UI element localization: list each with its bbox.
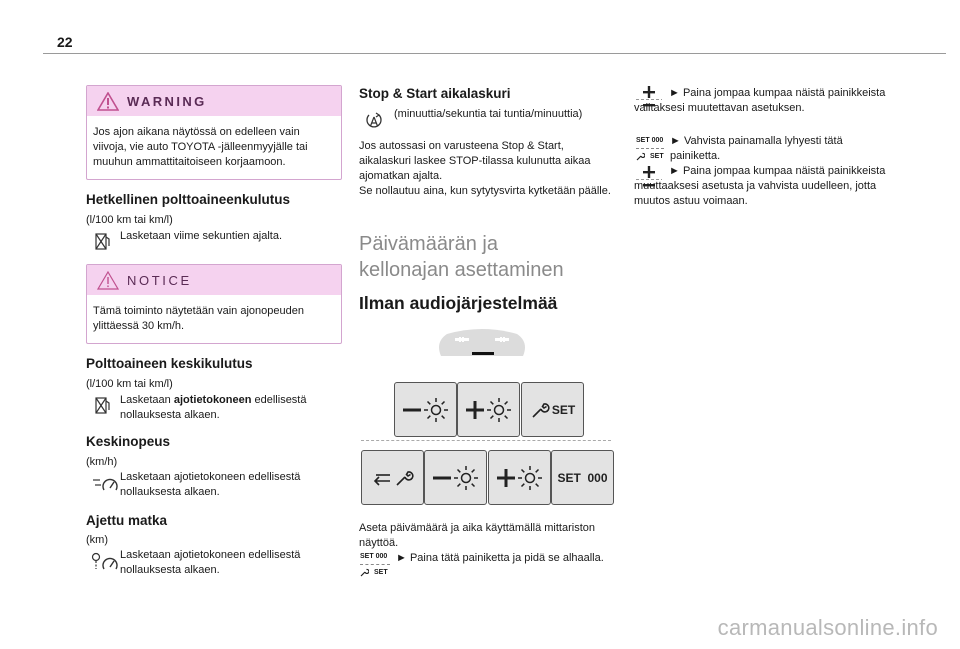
warning-text: Jos ajon aikana näytössä on edelleen vain viivoja, vie auto TOYOTA -jälleenmyyjälle tai muuhun ammattitaitoiseen korjaamoon. [93,126,308,168]
set-000-small-icon [636,137,666,165]
warning-title: WARNING [127,93,207,109]
trip-distance-icon [90,551,118,573]
avg-fuel-heading: Polttoaineen keskikulutus [86,356,253,371]
small-000-text: 000 [651,137,664,144]
warning-header [87,86,341,116]
brightness-icon [423,397,449,423]
avg-speed-unit: (km/h) [86,456,118,468]
fuel-pump-icon [94,393,110,415]
stop-start-text2: Se nollautuu aina, kun sytytysvirta kytketään päälle. [359,185,611,197]
wrench-set-key[interactable] [521,382,584,437]
speedometer-icon [92,474,118,494]
avg-fuel-text [120,393,335,423]
small-set-label [636,137,663,144]
plus-icon [466,401,484,419]
avg-fuel-unit: (l/100 km tai km/l) [86,378,173,390]
small-wrench-icon [636,152,645,161]
fuel-pump-icon [94,229,110,251]
avg-speed-text: Lasketaan ajotietokoneen edellisestä nollauksesta alkaen. [120,471,301,498]
step1-text: ► Paina tätä painiketta ja pidä se alhaalla. [396,552,604,564]
stop-start-icon [365,110,383,132]
minus-icon [433,475,451,481]
small-set-text: SET [636,137,650,144]
wrench-icon [530,400,550,420]
fuel-unit: (l/100 km tai km/l) [86,214,173,226]
distance-unit: (km) [86,534,108,546]
minus-brightness-key[interactable] [394,382,457,437]
warning-box [86,85,342,180]
instrument-cluster-icon [433,326,531,362]
plus-brightness-key-2[interactable] [488,450,551,505]
back-arrow-icon [372,470,392,486]
watermark: carmanualsonline.info [717,615,938,640]
mini-wrench-icon [360,568,369,577]
notice-box [86,264,342,344]
set-label: SET [551,402,576,417]
brightness-icon [517,465,543,491]
notice-title: NOTICE [127,272,192,288]
date-title-line1: Päivämäärän ja [359,233,498,255]
notice-header [87,265,341,295]
mini-set-text-2: SET [374,569,388,576]
fuel-text: Lasketaan viime sekuntien ajalta. [120,230,283,242]
minus-icon [403,407,421,413]
date-section-title [359,231,564,283]
avg-fuel-text-bold: ajotietokoneen [173,394,252,406]
step3-text: ► Vahvista painamalla lyhyesti tätä painiketta. [670,135,843,162]
brightness-icon [453,465,479,491]
set-000-key[interactable] [551,450,614,505]
avg-fuel-text-prefix: Lasketaan [120,394,174,406]
small-set-text-2: SET [650,153,664,160]
avg-fuel-text-suffix: edellisestä nollauksesta alkaen. [120,394,307,421]
warning-triangle-icon [97,92,119,111]
distance-heading: Ajettu matka [86,513,168,528]
notice-triangle-icon [97,271,119,290]
step4-text: ► Paina jompaa kumpaa näistä painikkeista muuttaaksesi asetusta ja vahvista uudelleen, jotta muutos astuu voimaan. [634,165,886,207]
plus-icon [497,469,515,487]
date-caption: Aseta päivämäärä ja aika käyttämällä mittariston näyttöä. [359,522,595,549]
date-title-line2: kellonajan asettaminen [359,259,564,281]
plus-brightness-key[interactable] [457,382,520,437]
back-wrench-key[interactable] [361,450,424,505]
small-dash [636,148,664,149]
mini-dash [360,564,390,565]
fuel-heading: Hetkellinen polttoaineenkulutus [86,192,291,207]
notice-text: Tämä toiminto näytetään vain ajonopeuden ylittäessä 30 km/h. [93,305,304,332]
stop-start-heading: Stop & Start aikalaskuri [359,86,511,101]
stop-start-text1: Jos autossasi on varusteena Stop & Start, aikalaskuri laskee STOP-tilassa kulunutta aikaa ajomatkan ajalta. [359,140,591,182]
brightness-icon [486,397,512,423]
wrench-icon [394,468,414,488]
set-000-mini-icon [360,553,392,581]
stop-start-unit: (minuuttia/sekuntia tai tuntia/minuuttia) [394,108,583,120]
avg-speed-heading: Keskinopeus [86,434,171,449]
mini-000-text: 000 [375,553,388,560]
header-rule [43,53,946,54]
minus-brightness-key-2[interactable] [424,450,487,505]
dashed-separator [361,440,611,441]
mini-set-label [360,553,387,560]
set-000-label: SET 000 [557,470,608,485]
page-number: 22 [57,34,73,50]
mini-set-text: SET [360,553,374,560]
date-subtitle: Ilman audiojärjestelmää [359,293,558,313]
step2-text: ► Paina jompaa kumpaa näistä painikkeista valitaksesi muutettavan asetuksen. [634,87,886,114]
distance-text: Lasketaan ajotietokoneen edellisestä nollauksesta alkaen. [120,549,301,576]
